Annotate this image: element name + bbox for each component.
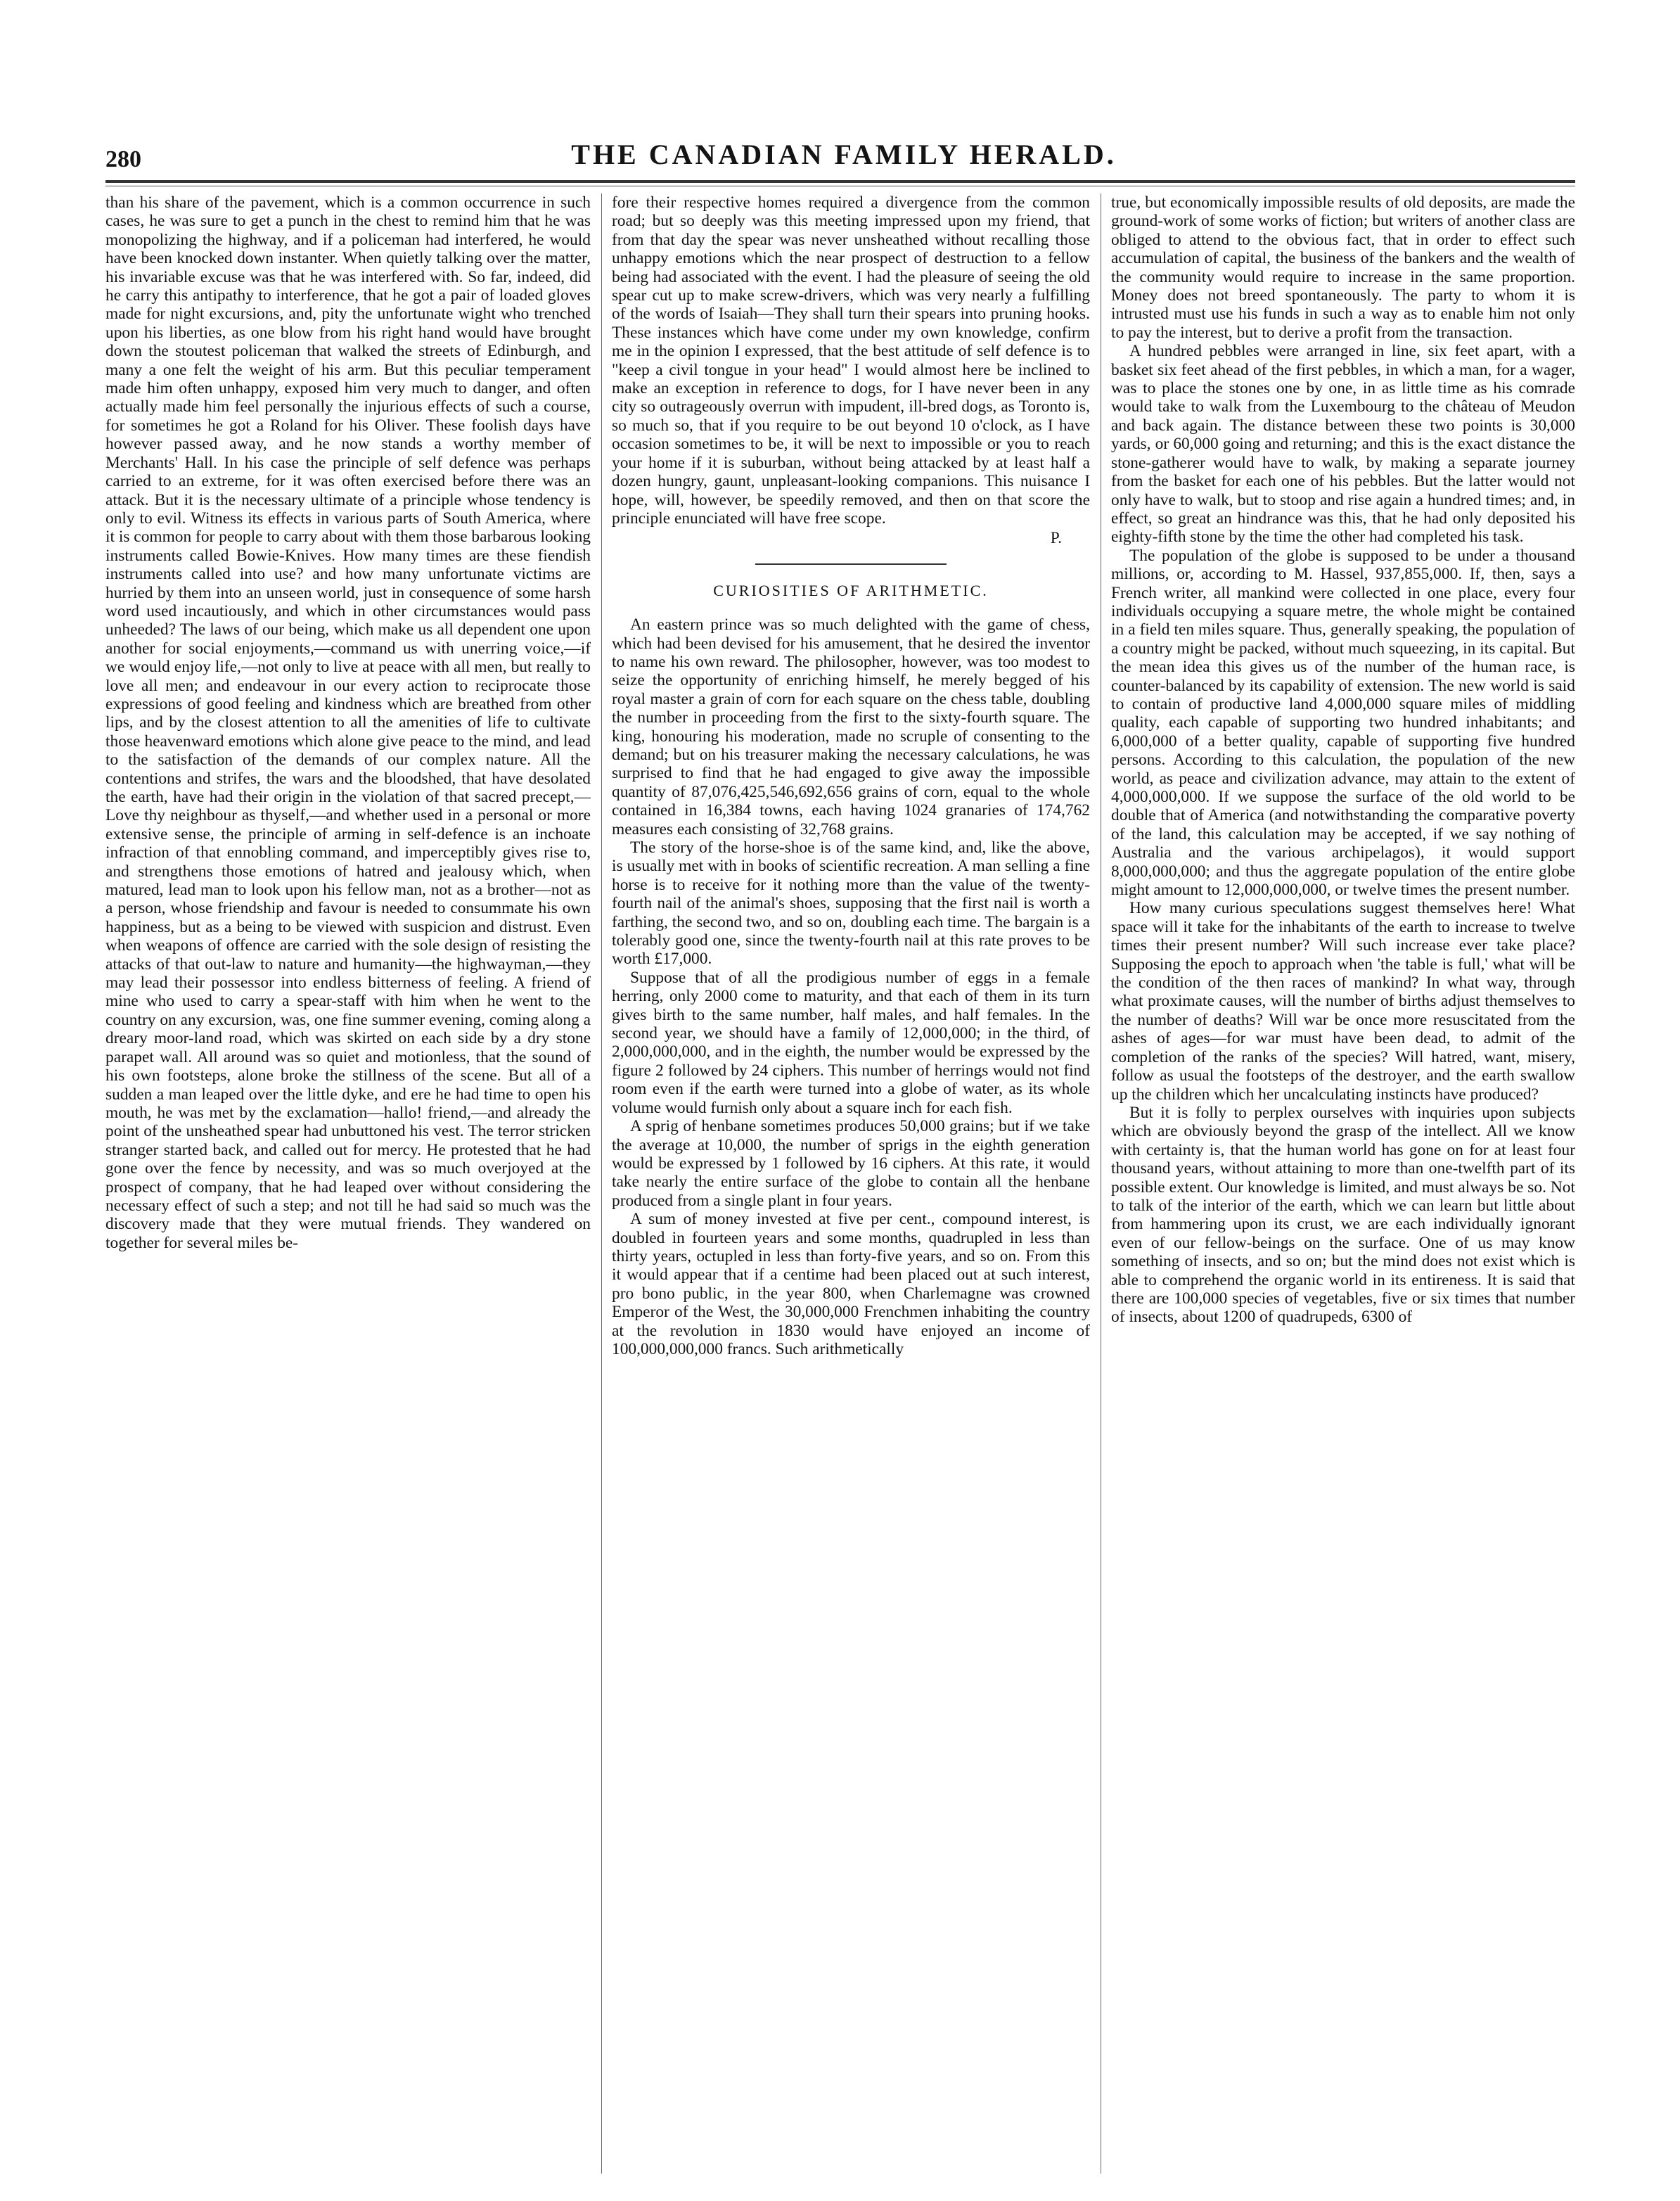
column-right [1111,193,1575,2174]
body-paragraph: Suppose that of all the prodigious number of eggs in a female herring, only 2000 come to maturity, and that each of them in its turn gives birth to the same number, half males, and half females. In the second year, we should have a family of 12,000,000; in the third, of 2,000,000,000, and in the eighth, the number would be expressed by the figure 2 followed by 24 ciphers. This number of herrings would not find room even if the earth were turned into a globe of water, as its whole volume would furnish only about a square inch for each fish. [612,968,1090,1117]
body-paragraph: true, but economically impossible results of old deposits, are made the ground-work of some works of fiction; but writers of another class are obliged to attend to the obvious fact, that in order to effect such accumulation of capital, the business of the bankers and the wealth of the community would require to increase in the same proportion. Money does not breed spontaneously. The party to whom it is intrusted must use his funds in such a way as to enable him not only to pay the interest, but to derive a profit from the transaction. [1111,193,1575,342]
body-paragraph: An eastern prince was so much delighted with the game of chess, which had been devised for his amusement, that he desired the inventor to name his own reward. The philosopher, however, was too modest to seize the opportunity of enriching himself, he merely begged of his royal master a grain of corn for each square on the chess table, doubling the number in proceeding from the first to the sixty-fourth square. The king, honouring his moderation, made no scruple of consenting to the demand; but on his treasurer making the necessary calculations, he was surprised to find that he had engaged to give away the impossible quantity of 87,076,425,546,692,656 grains of corn, equal to the whole contained in 16,384 towns, each having 1024 granaries of 174,762 measures each consisting of 32,768 grains. [612,615,1090,838]
column-left [105,193,591,2174]
body-paragraph: than his share of the pavement, which is a common occurrence in such cases, he was sure to get a punch in the chest to remind him that he was monopolizing the highway, and if a policeman had interfered, he would have been knocked down instanter. When quietly talking over the matter, his invariable excuse was that he was interfered with. So far, indeed, did he carry this antipathy to interference, that he got a pair of loaded gloves made for night excursions, and, pity the unfortunate wight who trenched upon his liberties, as one blow from his right hand would have brought down the stoutest policeman that walked the streets of Edinburgh, and many a one felt the weight of his arm. But this peculiar temperament made him often unhappy, exposed him very much to danger, and often actually made him feel personally the injurious effects of such a course, for sometimes he got a Roland for his Oliver. These foolish days have however passed away, and he now stands a worthy member of Merchants' Hall. In his case the principle of self defence was perhaps carried to an extreme, for it was often exercised before there was an attack. But it is the necessary ultimate of a principle whose tendency is only to evil. Witness its effects in various parts of South America, where it is common for people to carry about with them those barbarous looking instruments called Bowie-Knives. How many times are these fiendish instruments called into use? and how many unfortunate victims are hurried by them into an unseen world, just in consequence of some harsh word used incautiously, and which in other circumstances would pass unheeded? The laws of our being, which make us all dependent one upon another for social enjoyments,—command us with unerring voice,—if we would enjoy life,—not only to live at peace with all men, but really to love all men; and endeavour in our every action to reciprocate those expressions of good feeling and kindness which are breathed from other lips, and by the closest attention to all the amenities of life to cultivate those heavenward emotions which alone give peace to the mind, and lead to the satisfaction of the demands of our complex nature. All the contentions and strifes, the wars and the bloodshed, that have desolated the earth, have had their origin in the violation of that sacred precept,—Love thy neighbour as thyself,—and whether used in a personal or more extensive sense, the principle of arming in self-defence is an inchoate infraction of that ennobling command, and imperceptibly gives rise to, and strengthens those emotions of hatred and jealousy which, when matured, lead man to look upon his fellow man, not as a brother—not as a person, whose friendship and favour is needed to consummate his own happiness, but as a being to be viewed with suspicion and distrust. Even when weapons of offence are carried with the sole design of resisting the attacks of that out-law to nature and humanity—the highwayman,—they may lead their possessor into endless bitterness of feeling. A friend of mine who used to carry a spear-staff with him when he went to the country on any excursion, was, one fine summer evening, coming along a dreary moor-land road, which was skirted on each side by a dry stone parapet wall. All around was so quiet and motionless, that the sound of his own footsteps, alone broke the stillness of the scene. But all of a sudden a man leaped over the little dyke, and ere he had time to open his mouth, he was met by the exclamation—hallo! friend,—and already the point of the unsheathed spear had unbuttoned his vest. The terror stricken stranger started back, and called out for mercy. He protested that he had gone over the fence by necessity, and was so much overjoyed at the prospect of company, that he had leaped over without considering the necessary effect of such a step; and not till he had said so much was the discovery made that they were mutual friends. They wandered on together for several miles be- [105,193,591,1252]
signature: P. [1050,529,1062,548]
body-paragraph: A hundred pebbles were arranged in line, six feet apart, with a basket six feet ahead of the first pebbles, in which a man, for a wager, was to place the stones one by one, in as little time as his comrade would take to walk from the Luxembourg to the château of Meudon and back again. The distance between these two points is 30,000 yards, or 60,000 going and returning; and this is the exact distance the stone-gatherer would have to walk, by making a separate journey from the basket for each one of his pebbles. But the latter would not only have to walk, but to stoop and rise again a hundred times; and, in effect, so great an hindrance was this, that he had only deposited his eighty-fifth stone by the time the other had completed his task. [1111,342,1575,547]
body-paragraph: But it is folly to perplex ourselves with inquiries upon subjects which are obviously beyond the grasp of the intellect. All we know with certainty is, that the human world has gone on for at least four thousand years, without attaining to more than one-twelfth part of its possible extent. Our knowledge is limited, and must always be so. Not to talk of the interior of the earth, which we can learn but little about from hammering upon its crust, we are each individually ignorant even of our fellow-beings on the surface. One of us may know something of insects, and so on; but the mind does not exist which is able to comprehend the organic world in its entireness. It is said that there are 100,000 species of vegetables, five or six times that number of insects, about 1200 of quadrupeds, 6300 of [1111,1103,1575,1327]
section-heading: CURIOSITIES OF ARITHMETIC. [713,581,989,599]
body-paragraph: How many curious speculations suggest themselves here! What space will it take for the inhabitants of the earth to increase to twelve times their present number? Will such increase ever take place? Supposing the epoch to approach when 'the table is full,' what will be the condition of the then races of mankind? In what way, through what proximate causes, will the number of births adjust themselves to the number of deaths? Will war be once more resuscitated from the ashes of ages—for war must have been dead, to admit of the completion of the ranks of the species? Will hatred, want, misery, follow as usual the footsteps of the destroyer, and the earth swallow up the children which her uncalculating instincts have produced? [1111,899,1575,1104]
body-paragraph: fore their respective homes required a divergence from the common road; but so deeply was this meeting impressed upon my friend, that from that day the spear was never unsheathed without recalling those unhappy emotions which the near prospect of destruction to a fellow being had associated with the event. I had the pleasure of seeing the old spear cut up to make screw-drivers, which was very nearly a fulfilling of the words of Isaiah—They shall turn their spears into pruning hooks. These instances which have come under my own knowledge, confirm me in the opinion I expressed, that the best attitude of self defence is to "keep a civil tongue in your head" I would almost here be inclined to make an exception in reference to dogs, for I have never been in any city so outrageously overrun with impudent, ill-bred dogs, as Toronto is, so much so, that if you require to be out beyond 10 o'clock, as I have occasion sometimes to be, it will be next to impossible or you to reach your home if it is suburban, without being attacked by at least half a dozen hungry, gaunt, unpleasant-looking companions. This nuisance I hope, will, however, be speedily removed, and then on that score the principle enunciated will have free scope. [612,193,1090,528]
body-paragraph: A sum of money invested at five per cent., compound interest, is doubled in fourteen years and some months, quadrupled in less than thirty years, octupled in less than forty-five years, and so on. From this it would appear that if a centime had been placed out at such interest, pro bono public, in the year 800, when Charlemagne was crowned Emperor of the West, the 30,000,000 Frenchmen inhabiting the country at the revolution in 1830 would have enjoyed an income of 100,000,000,000 francs. Such arithmetically [612,1210,1090,1358]
page-number: 280 [105,146,141,172]
body-paragraph: A sprig of henbane sometimes produces 50,000 grains; but if we take the average at 10,000, the number of sprigs in the eighth generation would be expressed by 1 followed by 16 ciphers. At this rate, it would take nearly the entire surface of the globe to contain all the henbane produced from a single plant in four years. [612,1117,1090,1210]
header-rule [105,180,1575,183]
column-divider [601,193,602,2174]
section-separator [755,563,947,565]
body-paragraph: The story of the horse-shoe is of the same kind, and, like the above, is usually met with in books of scientific recreation. A man selling a fine horse is to receive for it nothing more than the value of the twenty-fourth nail of the animal's shoes, supposing that the first nail is worth a farthing, the second two, and so on, doubling each time. The bargain is a tolerably good one, since the twenty-fourth nail at this rate proves to be worth £17,000. [612,838,1090,969]
body-paragraph: The population of the globe is supposed to be under a thousand millions, or, according to M. Hassel, 937,855,000. If, then, says a French writer, all mankind were collected in one place, every four individuals occupying a square metre, the whole might be contained in a field ten miles square. Thus, generally speaking, the population of a country might be packed, without much squeezing, in its capital. But the mean idea this gives us of the number of the human race, is counter-balanced by its capability of extension. The new world is said to contain of productive land 4,000,000 square miles of middling quality, each capable of supporting two hundred inhabitants; and 6,000,000 of a better quality, capable of supporting five hundred persons. According to this calculation, the population of the new world, as peace and civilization advance, may attain to the extent of 4,000,000,000. If we suppose the surface of the old world to be double that of America (and notwithstanding the comparative poverty of the land, this calculation may be accepted, if we say nothing of Australia and the various archipelagos), it would support 8,000,000,000; and thus the aggregate population of the entire globe might amount to 12,000,000,000, or twelve times the present number. [1111,546,1575,900]
column-middle [612,193,1090,2174]
masthead-title: THE CANADIAN FAMILY HERALD. [571,139,1117,170]
